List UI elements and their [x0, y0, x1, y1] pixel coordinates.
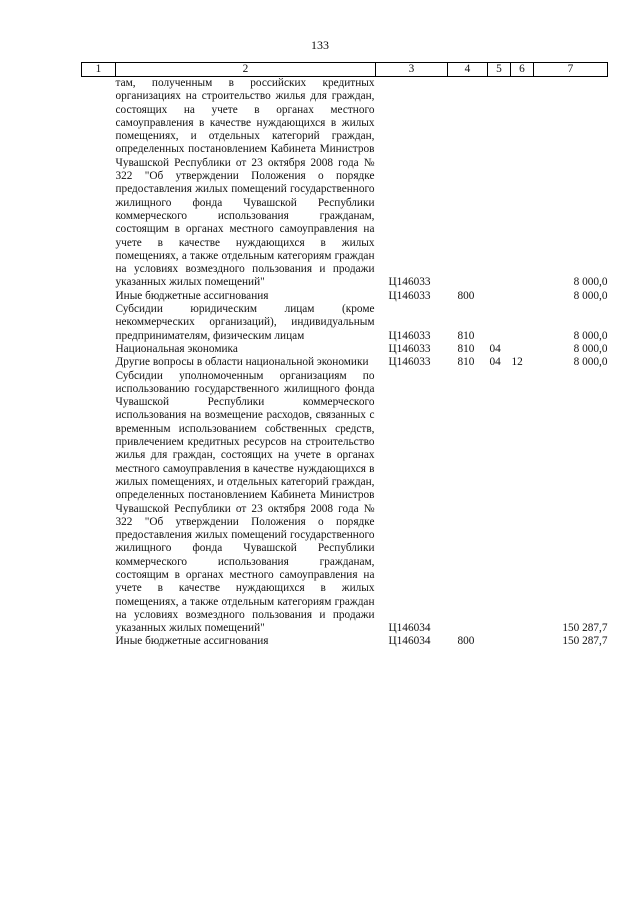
table-row — [82, 303, 608, 343]
header-col-4: 4 — [448, 63, 488, 77]
row-subsection — [511, 370, 534, 636]
row-section — [488, 77, 511, 290]
row-expense-type — [448, 77, 488, 290]
table-row — [82, 77, 608, 290]
row-expense-type — [448, 370, 488, 636]
header-col-6: 6 — [511, 63, 534, 77]
row-target-code: Ц146033 — [388, 342, 431, 355]
row-expense-type: 810 — [457, 356, 475, 369]
row-amount: 150 287,7 — [562, 635, 608, 648]
row-section — [488, 370, 511, 636]
table-body — [82, 77, 608, 649]
row-number-cell — [82, 370, 116, 636]
row-subsection — [511, 635, 534, 648]
row-section — [488, 290, 511, 303]
row-number-cell — [82, 343, 116, 356]
header-row — [82, 63, 608, 77]
row-section: 04 — [489, 356, 501, 369]
row-description: там, полученным в российских кредитных организациях на строительство жилья для граждан, состоящих на учете в органах местного самоуправления в качестве нуждающихся в жилых помещениях, и отдельных категорий граждан, определенных постановлением Кабинета Министров Чувашской Республики от 23 октября 2008 года № 322 "Об утверждении Положения о порядке предоставления жилых помещений государственного жилищного фонда Чувашской Республики коммерческого использования гражданам, состоящим в органах местного самоуправления на учете в качестве нуждающихся в жилых помещениях, а также отдельным категориям граждан на условиях возмездного пользования и продажи указанных жилых помещений" — [115, 77, 375, 289]
row-number-cell — [82, 303, 116, 343]
budget-table — [81, 62, 608, 649]
table-row — [82, 290, 608, 303]
row-section — [488, 303, 511, 343]
row-description: Иные бюджетные ассигнования — [115, 635, 269, 648]
row-target-code: Ц146034 — [388, 635, 431, 648]
header-col-3: 3 — [376, 63, 448, 77]
row-description: Другие вопросы в области национальной экономики — [115, 356, 369, 369]
row-target-code: Ц146033 — [388, 289, 431, 302]
row-number-cell — [82, 290, 116, 303]
row-target-code: Ц146034 — [388, 622, 431, 635]
row-amount: 8 000,0 — [573, 329, 608, 342]
header-col-5: 5 — [488, 63, 511, 77]
row-subsection — [511, 303, 534, 343]
table-header — [82, 63, 608, 77]
row-expense-type: 800 — [457, 289, 475, 302]
row-amount: 8 000,0 — [573, 289, 608, 302]
row-number-cell — [82, 635, 116, 648]
header-col-1: 1 — [82, 63, 116, 77]
row-section: 04 — [489, 342, 501, 355]
row-expense-type: 800 — [457, 635, 475, 648]
row-amount: 8 000,0 — [573, 356, 608, 369]
row-amount: 8 000,0 — [573, 276, 608, 289]
page-number: 133 — [311, 38, 329, 52]
row-section — [488, 635, 511, 648]
row-description: Иные бюджетные ассигнования — [115, 289, 269, 302]
header-col-2: 2 — [116, 63, 376, 77]
table-row — [82, 370, 608, 636]
table-row — [82, 356, 608, 369]
row-number-cell — [82, 356, 116, 369]
table-row — [82, 635, 608, 648]
row-description: Субсидии уполномоченным организациям по использованию государственного жилищного фонда Чувашской Республики коммерческого использования на возмещение расходов, связанных с временным использованием собственных средств, привлечением кредитных ресурсов на строительство жилья для граждан, состоящих на учете в органах местного самоуправления в качестве нуждающихся в жилых помещениях, и отдельных категорий граждан, определенных постановлением Кабинета Министров Чувашской Республики от 23 октября 2008 года № 322 "Об утверждении Положения о порядке предоставления жилых помещений государственного жилищного фонда Чувашской Республики коммерческого использования гражданам, состоящим в органах местного самоуправления на учете в качестве нуждающихся в жилых помещениях, а также отдельным категориям граждан на условиях возмездного пользования и продажи указанных жилых помещений" — [115, 369, 375, 635]
row-amount: 8 000,0 — [573, 342, 608, 355]
table-row — [82, 343, 608, 356]
row-expense-type: 810 — [457, 329, 475, 342]
row-description: Субсидии юридическим лицам (кроме некоммерческих организаций), индивидуальным предпринимателям, физическим лицам — [115, 303, 375, 342]
row-target-code: Ц146033 — [388, 276, 431, 289]
row-subsection: 12 — [511, 356, 523, 369]
header-col-7: 7 — [534, 63, 608, 77]
row-subsection — [511, 77, 534, 290]
row-target-code: Ц146033 — [388, 329, 431, 342]
row-subsection — [511, 290, 534, 303]
row-number-cell — [82, 77, 116, 290]
row-description: Национальная экономика — [115, 342, 238, 355]
row-subsection — [511, 343, 534, 356]
row-amount: 150 287,7 — [562, 622, 608, 635]
row-expense-type: 810 — [457, 342, 475, 355]
row-target-code: Ц146033 — [388, 356, 431, 369]
